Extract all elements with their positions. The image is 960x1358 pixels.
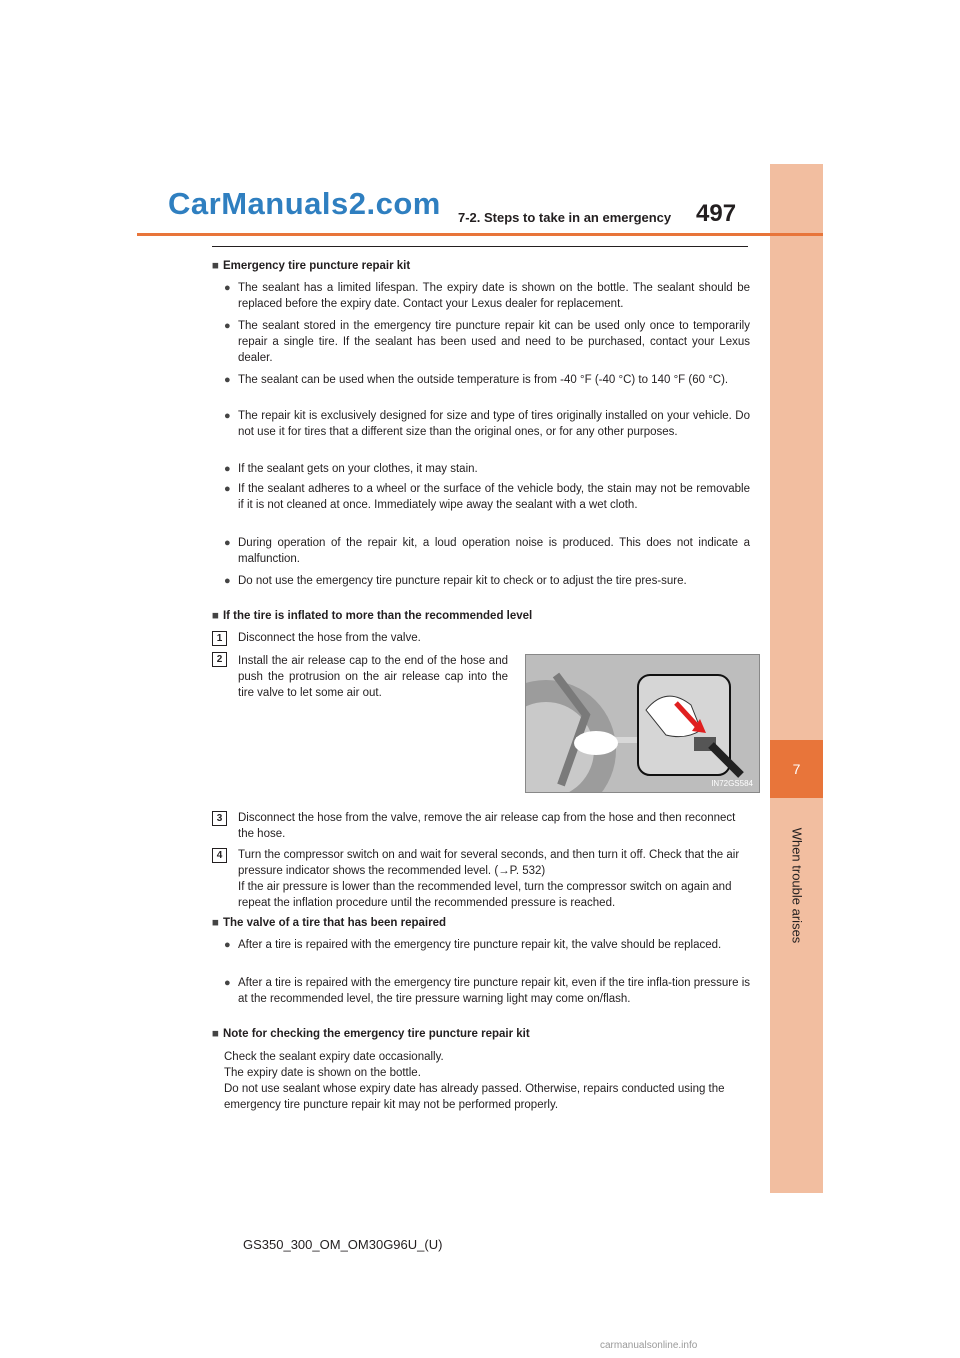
bullet-dot-icon: ●	[224, 483, 231, 495]
bullet-dot-icon: ●	[224, 575, 231, 587]
step-text-1: Disconnect the hose from the valve.	[238, 632, 421, 644]
heading-square-icon: ■	[212, 610, 219, 622]
heading-note: ■ Note for checking the emergency tire puncture repair kit	[212, 1028, 530, 1040]
list-item: ● During operation of the repair kit, a loud operation noise is produced. This does not indicate a malfunction.	[224, 537, 750, 565]
heading-square-icon: ■	[212, 260, 219, 272]
list-item: ● After a tire is repaired with the emergency tire puncture repair kit, even if the tire infla-tion pressure is at the recommended level, the tire pressure warning light may come on/flash.	[224, 977, 750, 1005]
watermark: carmanualsonline.info	[600, 1340, 698, 1351]
header-rule	[137, 233, 823, 236]
list-item: ● If the sealant adheres to a wheel or the surface of the vehicle body, the stain may not be removable if it is not cleaned at once. Immediately wipe away the sealant with a wet cloth.	[224, 483, 750, 511]
bullet-dot-icon: ●	[224, 320, 231, 332]
chapter-label-vertical	[770, 820, 823, 950]
bullet-dot-icon: ●	[224, 282, 231, 294]
figure-id-label: IN72GS584	[711, 779, 753, 788]
chapter-side-tab	[770, 164, 823, 1193]
step-text-3: Disconnect the hose from the valve, remove the air release cap from the hose and then reconnect the hose.	[238, 812, 736, 840]
step-number-2: 2	[212, 652, 227, 667]
list-item: ● If the sealant gets on your clothes, it may stain.	[224, 463, 478, 475]
bullet-dot-icon: ●	[224, 463, 231, 475]
note-line-1: Check the sealant expiry date occasionally.	[224, 1051, 444, 1063]
step-text-4-line-1: Turn the compressor switch on and wait for several seconds, and then turn it off. Check that the air pressure indicator shows the recommended level. (→P. 532)	[238, 849, 740, 877]
step-number-3: 3	[212, 811, 227, 826]
illustration-svg	[526, 655, 759, 792]
list-item: ● Do not use the emergency tire puncture repair kit to check or to adjust the tire pres-sure.	[224, 575, 687, 587]
figure-air-release-cap	[525, 654, 760, 793]
list-item: ● The sealant stored in the emergency tire puncture repair kit can be used only once to temporarily repair a single tire. If the sealant has been used and need to be purchased, contact your Lexus dealer.	[224, 320, 750, 364]
note-line-3: Do not use sealant whose expiry date has already passed. Otherwise, repairs conducted using the emergency tire puncture repair kit may not be performed properly.	[224, 1083, 725, 1111]
bullet-dot-icon: ●	[224, 374, 231, 386]
chapter-number-badge: 7	[770, 740, 823, 798]
step-text-4	[238, 847, 748, 911]
chapter-label-text: When trouble arises	[789, 827, 804, 943]
bullet-dot-icon: ●	[224, 537, 231, 549]
site-logo: CarManuals2.com	[168, 186, 441, 221]
list-item: ● The sealant can be used when the outside temperature is from -40 °F (-40 °C) to 140 °F (60 °C).	[224, 374, 729, 386]
step-text-2: Install the air release cap to the end of the hose and push the protrusion on the air release cap into the tire valve to let some air out.	[238, 655, 508, 699]
heading-repair-kit: ■ Emergency tire puncture repair kit	[212, 260, 411, 272]
bullet-dot-icon: ●	[224, 410, 231, 422]
heading-square-icon: ■	[212, 1028, 219, 1040]
list-item: ● The repair kit is exclusively designed for size and type of tires originally installed on your vehicle. Do not use it for tires that a different size than the original ones, or for any other purposes.	[224, 410, 750, 438]
heading-overinflated: ■ If the tire is inflated to more than the recommended level	[212, 610, 533, 622]
content-top-rule	[212, 246, 748, 247]
note-paragraph	[224, 1049, 750, 1113]
bullet-dot-icon: ●	[224, 977, 231, 989]
footer-model-code: GS350_300_OM_OM30G96U_(U)	[243, 1237, 443, 1252]
step-text-4-line-2: If the air pressure is lower than the recommended level, turn the compressor switch on again and repeat the inflation procedure until the recommended pressure is reached.	[238, 881, 732, 909]
heading-square-icon: ■	[212, 917, 219, 929]
section-title: 7-2. Steps to take in an emergency	[458, 210, 672, 225]
step-number-4: 4	[212, 848, 227, 863]
list-item: ● The sealant has a limited lifespan. The expiry date is shown on the bottle. The sealant should be replaced before the expiry date. Contact your Lexus dealer for replacement.	[224, 282, 750, 310]
heading-valve: ■ The valve of a tire that has been repaired	[212, 917, 447, 929]
list-item: ● After a tire is repaired with the emergency tire puncture repair kit, the valve should be replaced.	[224, 939, 722, 951]
note-line-2: The expiry date is shown on the bottle.	[224, 1067, 421, 1079]
bullet-dot-icon: ●	[224, 939, 231, 951]
step-number-1: 1	[212, 631, 227, 646]
page-number: 497	[696, 200, 737, 227]
